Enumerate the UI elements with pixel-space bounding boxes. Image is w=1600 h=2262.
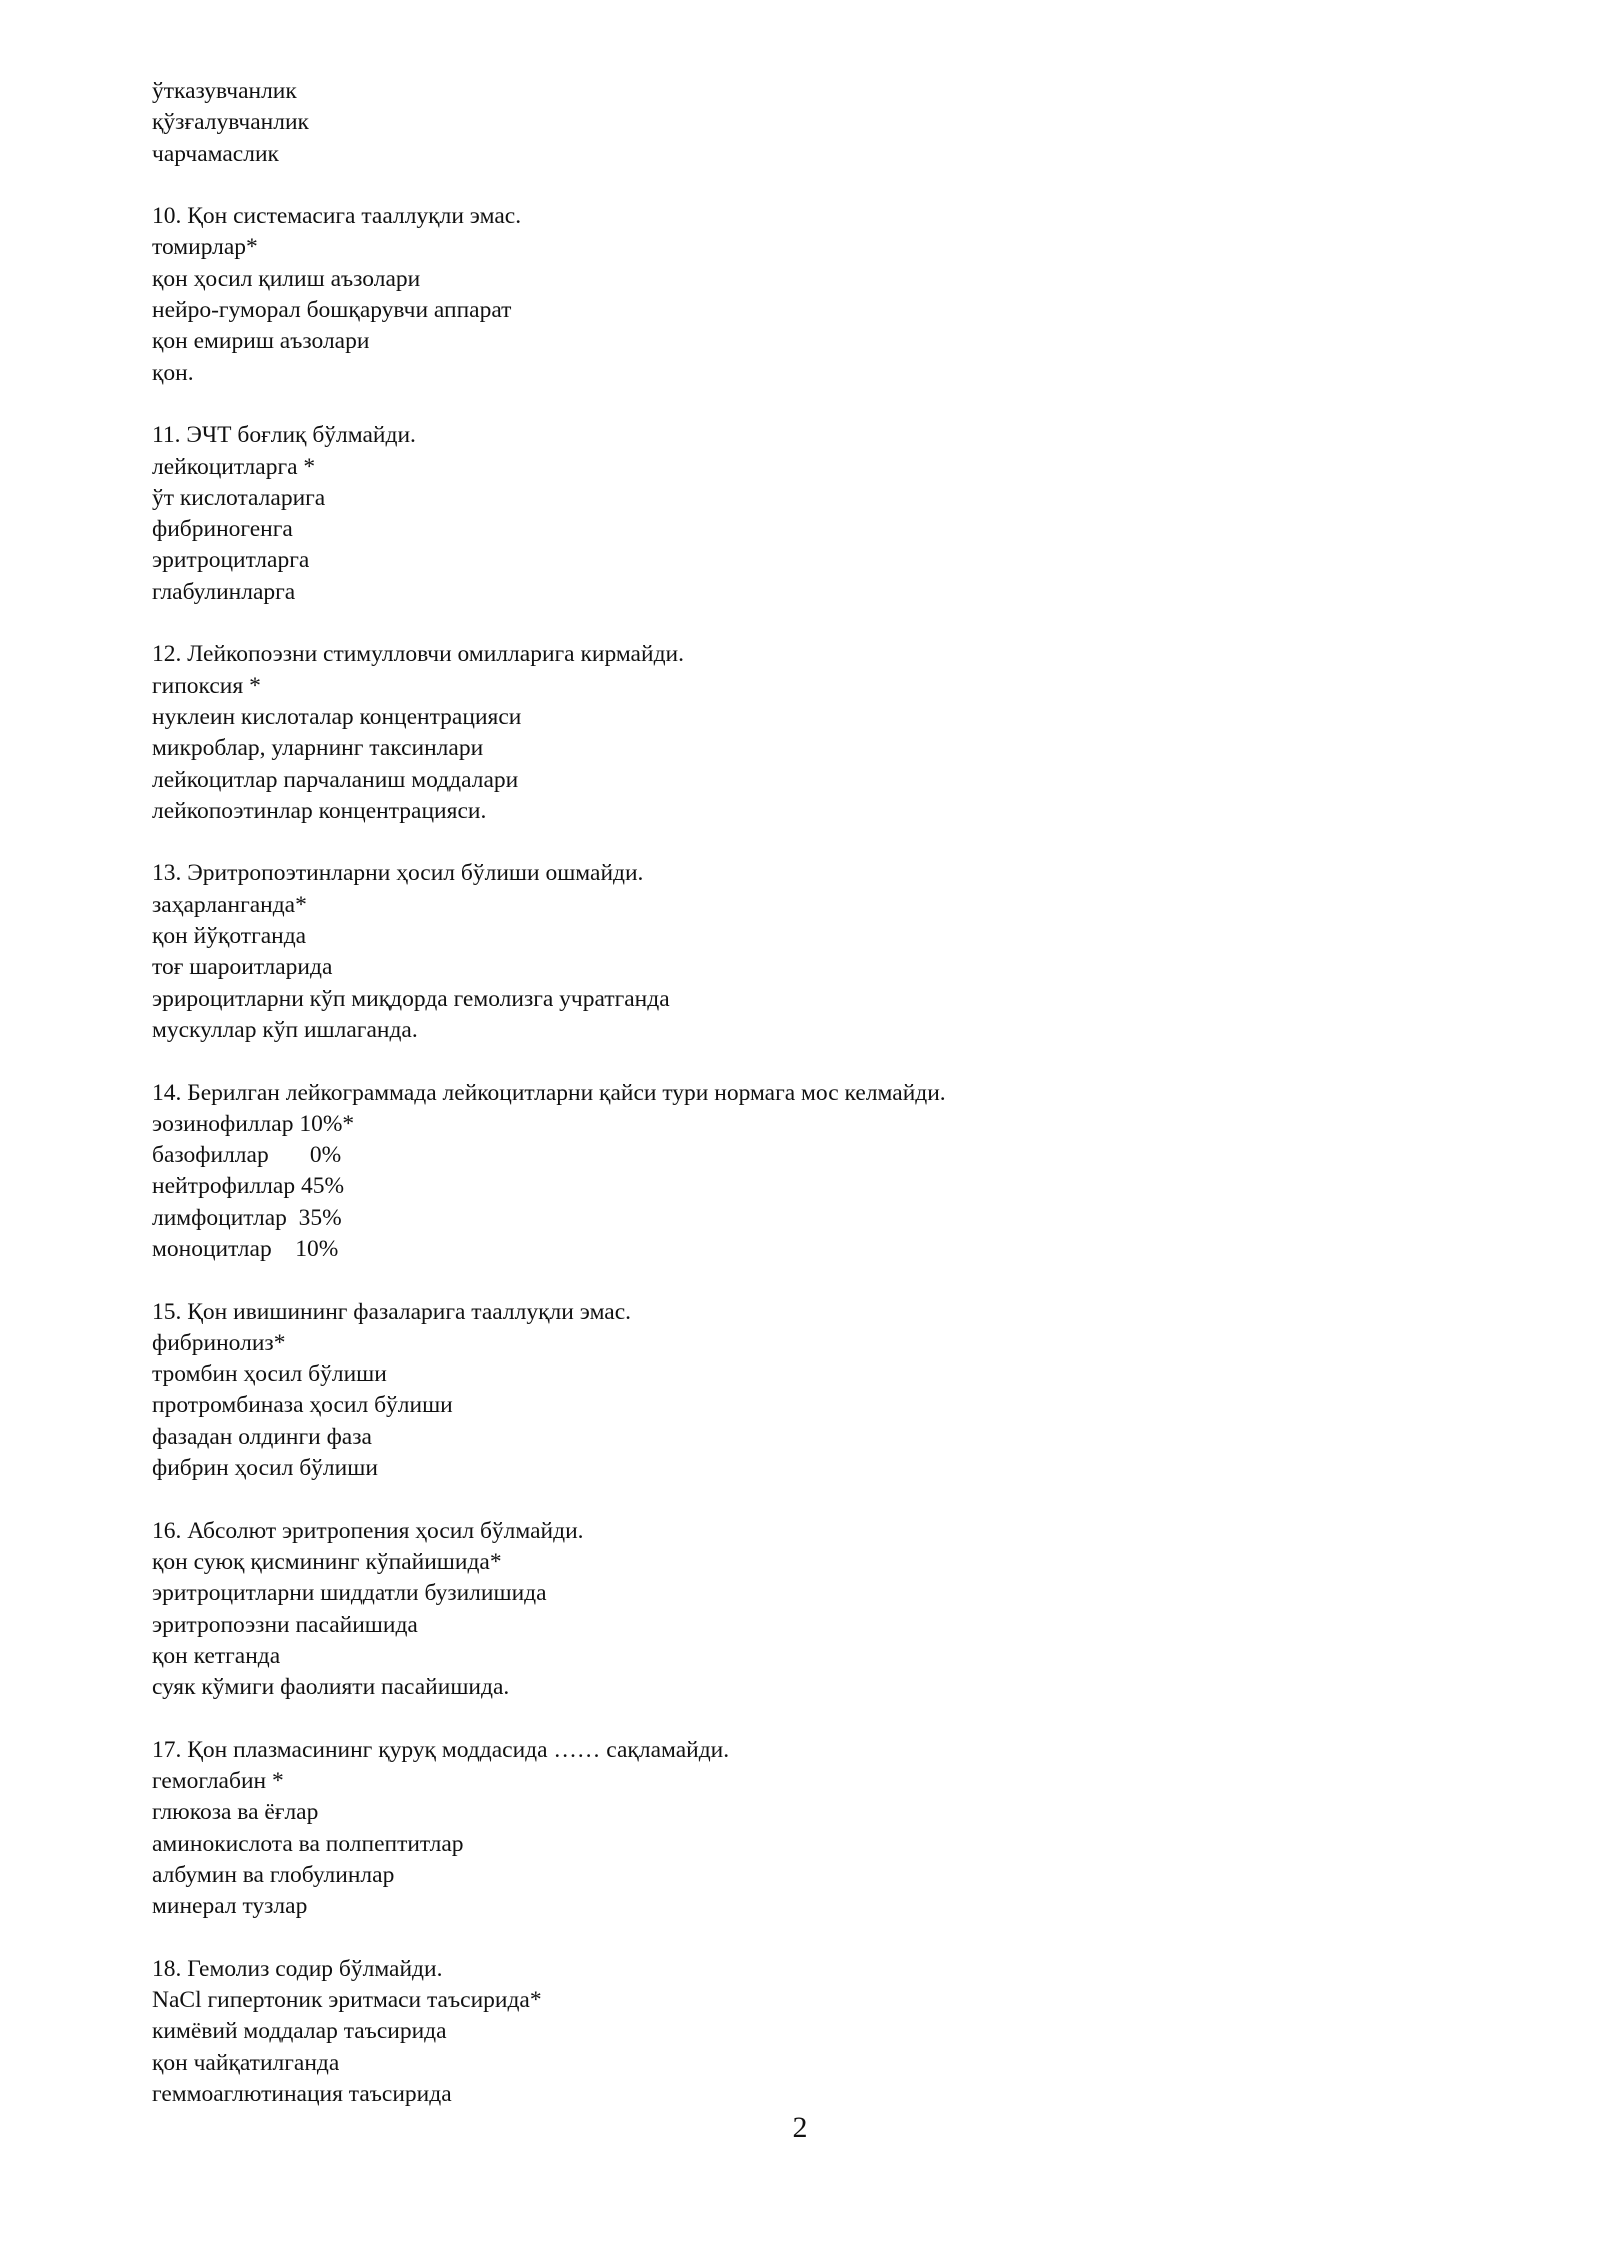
option-line: геммоаглютинация таъсирида [152,2081,452,2107]
question-title: 13. Эритропоэтинларни ҳосил бўлиши ошмайди. [152,860,644,887]
option-line: қон емириш аъзолари [152,328,370,355]
question-title: 11. ЭЧТ боғлиқ бўлмайди. [152,422,416,449]
option-line: албумин ва глобулинлар [152,1861,395,1888]
option-line: томирлар* [152,234,258,261]
question-title: 17. Қон плазмасининг қуруқ моддасида …… сақламайди. [152,1736,730,1763]
option-line: протромбиназа ҳосил бўлиши [152,1392,453,1419]
option-line: қон ҳосил қилиш аъзолари [152,265,421,292]
question-17 [152,1735,1452,1923]
option-line: фибрин ҳосил бўлиши [152,1455,378,1482]
option-line: нейро-гуморал бошқарувчи аппарат [152,297,512,324]
option-line: кимёвий моддалар таъсирида [152,2018,447,2045]
option-line: эритропоэзни пасайишида [152,1611,418,1638]
option-line: моноцитлар 10% [152,1235,339,1262]
option-line: NaCl гипертоник эритмаси таъсирида* [152,1987,542,2014]
question-13 [152,858,1452,1046]
option-line: қўзғалувчанлик [152,109,309,136]
question-title: 12. Лейкопоэзни стимулловчи омилларига кирмайди. [152,641,684,668]
question-title: 14. Берилган лейкограммада лейкоцитларни қайси тури нормага мос келмайди. [152,1079,946,1106]
option-line: нейтрофиллар 45% [152,1173,345,1200]
option-line: ўт кислоталарига [152,484,326,511]
continued-options [152,76,1452,170]
option-line: қон суюқ қисмининг кўпайишида* [152,1548,502,1575]
option-line: эозинофиллар 10%* [152,1110,355,1137]
question-18 [152,1954,1452,2110]
question-15 [152,1297,1452,1485]
option-line: чарчамаслик [152,140,279,167]
option-line: аминокислота ва полпептитлар [152,1830,464,1857]
option-line: глюкоза ва ёғлар [152,1799,319,1826]
question-10 [152,201,1452,389]
option-line: базофиллар 0% [152,1142,342,1169]
option-line: минерал тузлар [152,1893,308,1920]
option-line: нуклеин кислоталар концентрацияси [152,703,522,730]
option-line: эритроцитларни шиддатли бузилишида [152,1580,547,1607]
page-content [152,76,1452,2142]
option-line: лейкоцитлар парчаланиш моддалари [152,766,519,793]
option-line: мускуллар кўп ишлаганда. [152,1016,418,1043]
question-title: 16. Абсолют эритропения ҳосил бўлмайди. [152,1517,584,1544]
question-title: 15. Қон ивишининг фазаларига тааллуқли эмас. [152,1298,632,1325]
option-line: эритроцитларга [152,547,310,574]
question-title: 10. Қон системасига тааллуқли эмас. [152,203,522,230]
option-line: қон. [152,359,194,386]
option-line: лейкоцитларга * [152,453,316,480]
option-line: микроблар, уларнинг таксинлари [152,735,484,762]
question-title: 18. Гемолиз содир бўлмайди. [152,1955,443,1982]
option-line: суяк кўмиги фаолияти пасайишида. [152,1674,510,1701]
option-line: ўтказувчанлик [152,78,297,104]
option-line: глабулинларга [152,578,296,605]
option-line: гипоксия * [152,672,261,699]
option-line: тоғ шароитларида [152,954,333,981]
option-line: фибриногенга [152,516,293,543]
option-line: қон йўқотганда [152,923,307,950]
option-line: фибринолиз* [152,1329,286,1356]
option-line: лейкопоэтинлар концентрацияси. [152,797,487,824]
question-16 [152,1516,1452,1704]
option-line: тромбин ҳосил бўлиши [152,1361,387,1388]
question-12 [152,639,1452,827]
question-14 [152,1078,1452,1266]
question-11 [152,420,1452,608]
option-line: қон кетганда [152,1642,281,1669]
option-line: лимфоцитлар 35% [152,1204,342,1231]
option-line: қон чайқатилганда [152,2049,340,2076]
page-number: 2 [792,2111,808,2144]
option-line: эрироцитларни кўп миқдорда гемолизга учратганда [152,985,670,1012]
option-line: заҳарланганда* [152,891,307,918]
option-line: гемоглабин * [152,1768,284,1795]
option-line: фазадан олдинги фаза [152,1423,372,1450]
